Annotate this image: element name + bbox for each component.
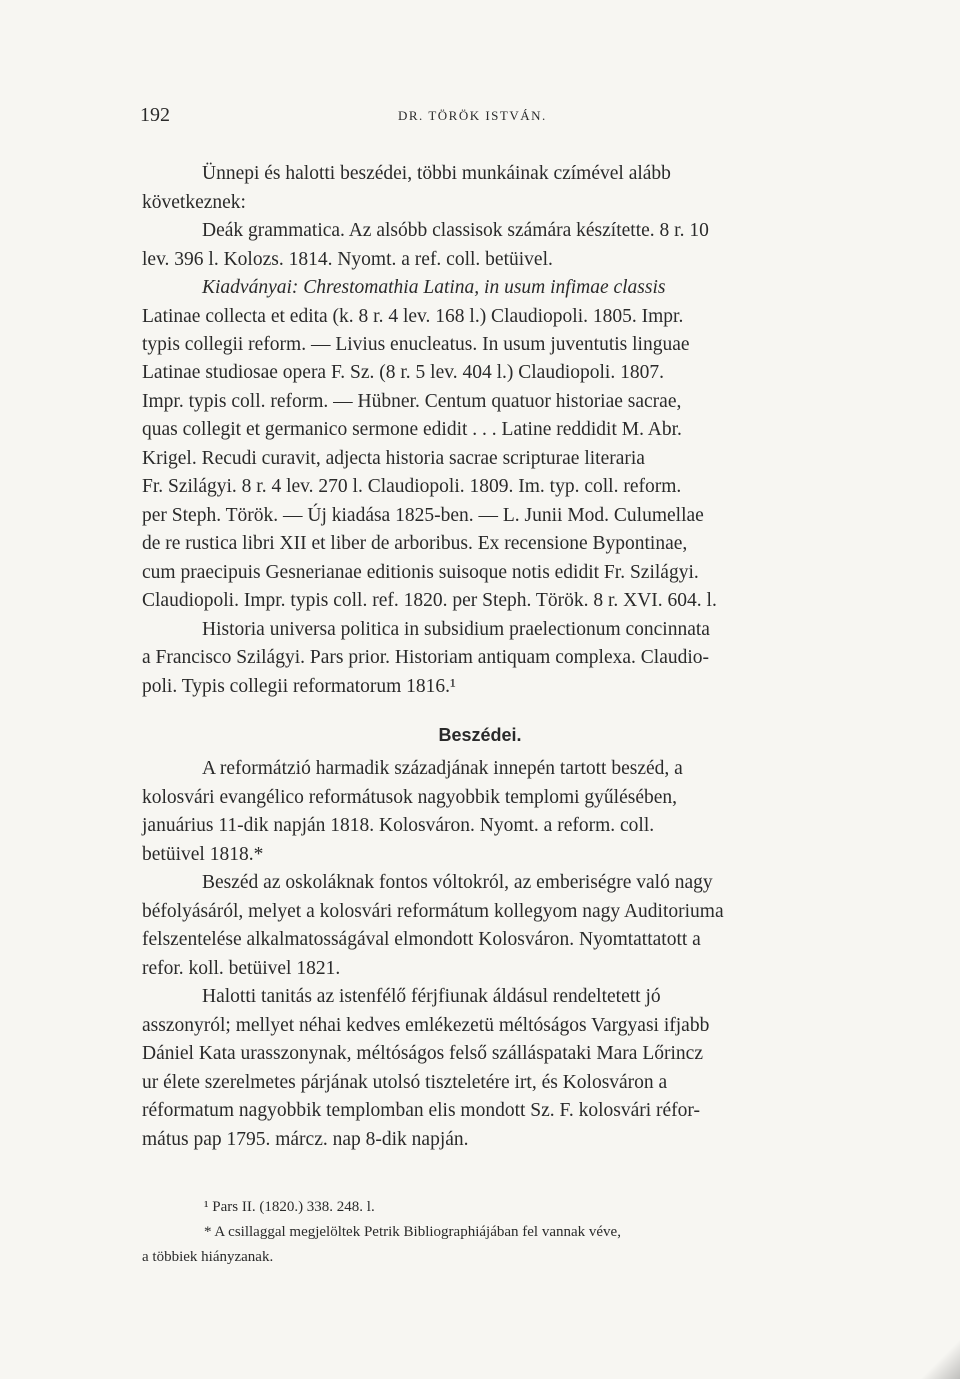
text-line: Ünnepi és halotti beszédei, többi munkáinak czímével alább [202,163,671,184]
text-line: typis collegii reform. — Livius enucleatus. In usum juventutis linguae [142,334,690,355]
footnote: a többiek hiányzanak. [142,1249,274,1265]
text-line: Halotti tanitás az istenfélő férjfiunak áldásul rendeltetett jó [202,986,661,1007]
text-line: betüivel 1818.* [142,844,264,865]
text-line: Claudiopoli. Impr. typis coll. ref. 1820. per Steph. Török. 8 r. XVI. 604. l. [142,590,717,611]
text-line: következnek: [142,192,246,213]
text-line: Historia universa politica in subsidium praelectionum concinnata [202,619,710,640]
text-line: mátus pap 1795. márcz. nap 8-dik napján. [142,1129,469,1150]
section-heading: Beszédei. [438,725,522,745]
page-number: 192 [140,104,170,126]
page-edge-shadow [900,1339,960,1379]
text-line: ur élete szerelmetes párjának utolsó tiszteletére irt, és Kolosváron a [142,1072,668,1093]
text-line: cum praecipuis Gesnerianae editionis suisoque notis edidit Fr. Szilágyi. [142,562,699,583]
text-line: refor. koll. betüivel 1821. [142,958,341,979]
footnote: * A csillaggal megjelöltek Petrik Bibliographiájában fel vannak véve, [204,1224,621,1240]
text-line: Impr. typis coll. reform. — Hübner. Centum quatuor historiae sacrae, [142,391,682,412]
text-line: asszonyról; mellyet néhai kedves emlékezetü méltóságos Vargyasi ifjabb [142,1015,710,1036]
text-line: réformatum nagyobbik templomban elis mondott Sz. F. kolosvári réfor- [142,1100,701,1121]
text-line: Kiadványai: Chrestomathia Latina, in usum infimae classis [202,277,666,298]
page-header [140,104,840,134]
text-line: januárius 11-dik napján 1818. Kolosváron. Nyomt. a reform. coll. [142,815,655,836]
text-line: per Steph. Török. — Új kiadása 1825-ben. — L. Junii Mod. Culumellae [142,505,704,526]
text-line: Latinae collecta et edita (k. 8 r. 4 lev. 168 l.) Claudiopoli. 1805. Impr. [142,306,684,327]
text-line: de re rustica libri XII et liber de arboribus. Ex recensione Bypontinae, [142,533,688,554]
text-line: a Francisco Szilágyi. Pars prior. Historiam antiquam complexa. Claudio- [142,647,710,668]
text-line: poli. Typis collegii reformatorum 1816.¹ [142,676,456,697]
text-line: Beszéd az oskoláknak fontos vóltokról, az emberiségre való nagy [202,872,713,893]
text-line: A reformátzió harmadik századjának innepén tartott beszéd, a [202,758,683,779]
text-line: Fr. Szilágyi. 8 r. 4 lev. 270 l. Claudiopoli. 1809. Im. typ. coll. reform. [142,476,682,497]
text-line: quas collegit et germanico sermone edidit . . . Latine reddidit M. Abr. [142,419,682,440]
text-line: béfolyásáról, melyet a kolosvári reformátum kollegyom nagy Auditoriuma [142,901,724,922]
text-line: Krigel. Recudi curavit, adjecta historia sacrae scripturae literaria [142,448,645,469]
footnote: ¹ Pars II. (1820.) 338. 248. l. [204,1199,375,1215]
text-line: Deák grammatica. Az alsóbb classisok számára készítette. 8 r. 10 [202,220,709,241]
text-line: Dániel Kata urasszonynak, méltóságos felső szálláspataki Mara Lőrincz [142,1043,703,1064]
text-line: lev. 396 l. Kolozs. 1814. Nyomt. a ref. coll. betüivel. [142,249,553,270]
text-line: felszentelése alkalmatosságával elmondott Kolosváron. Nyomtattatott a [142,929,701,950]
text-line: Latinae studiosae opera F. Sz. (8 r. 5 lev. 404 l.) Claudiopoli. 1807. [142,362,664,383]
text-line: kolosvári evangélico reformátusok nagyobbik templomi gyűlésében, [142,787,678,808]
running-head: DR. TÖRÖK ISTVÁN. [398,108,547,123]
